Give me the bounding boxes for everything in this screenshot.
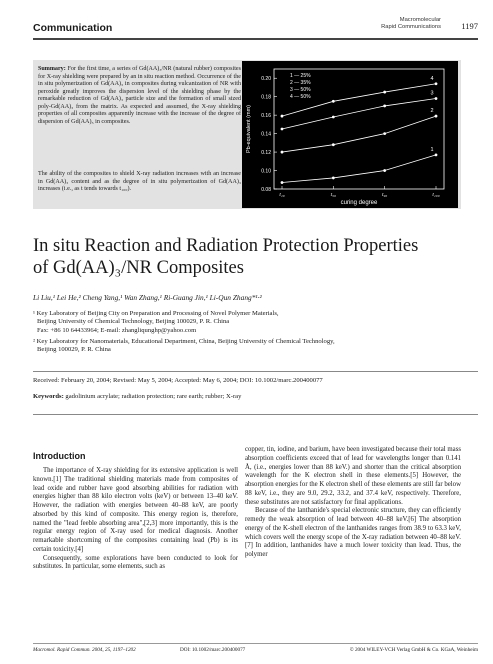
toc-chart (242, 61, 458, 208)
series-line-1 (282, 155, 436, 183)
y-tick-label: 0.14 (261, 131, 271, 138)
data-point-series-3 (281, 128, 284, 131)
data-point-series-1 (383, 169, 386, 172)
x-tick-label: t₁₀ (279, 192, 285, 198)
data-point-series-2 (332, 143, 335, 146)
journal-line-1: Macromolecular (399, 17, 441, 23)
data-point-series-4 (332, 100, 335, 103)
data-point-series-2 (383, 132, 386, 135)
divider (33, 371, 478, 372)
body-column-right (245, 446, 461, 560)
y-tick-label: 0.08 (261, 187, 271, 193)
series-label-4: 4 (430, 75, 434, 82)
y-tick-label: 0.12 (261, 150, 271, 157)
section-label: Communication (33, 22, 113, 34)
article-title: In situ Reaction and Radiation Protection Properties of Gd(AA)₃/NR Composites (33, 236, 419, 278)
keywords-list: gadolinium acrylate; radiation protection; rare earth; rubber; X-ray (63, 393, 242, 400)
series-line-2 (282, 116, 436, 152)
data-point-series-4 (281, 115, 284, 118)
header-rule (33, 38, 478, 40)
x-tick-label: t₁₀₀ (432, 192, 440, 198)
paragraph: The importance of X-ray shielding for its extensive application is well known.[1] The traditional shielding materials made from composites of lead oxide and rubber have good absorbing abilities for radiation with energies higher than 88 kilo electron volts (keV) or between 13–40 keV. However, the radiation with energies between 40–88 keV, are poorly absorbed by this kind of composite. This energy region is, therefore, named the "lead feeble absorbing area",[2,3] more importantly, this is the regular energy region of X-ray used for medical diagnosis. Another remarkable shortcoming of the composites containing lead (Pb) is its certain toxicity.[4] (33, 467, 238, 553)
summary-label: Summary: (38, 66, 66, 72)
data-point-series-4 (383, 91, 386, 94)
paragraph: Consequently, some explorations have been conducted to look for substitutes. In particular, some elements, such as (33, 554, 238, 571)
y-tick-label: 0.20 (261, 76, 271, 83)
series-label-1: 1 (430, 146, 434, 153)
paragraph: Because of the lanthanide's special electronic structure, they can efficiently remedy the weak absorption of lead between 40–88 keV.[6] The absorption energy of the K-shell electron of the lanthanides ranges from 38.9 to 63.3 keV, which covers well the energy scope of the X-ray radiation between 40–88 keV.[7] In addition, lanthanides have a much lower toxicity than lead. Thus, the polymer (245, 507, 461, 558)
received-dates: Received: February 20, 2004; Revised: May 5, 2004; Accepted: May 6, 2004; DOI: 10.1002/marc.200400077 (33, 377, 323, 384)
legend-entry: 4 — 50% (290, 94, 311, 100)
intro-heading: Introduction (33, 451, 86, 461)
keywords (33, 393, 241, 400)
footer-copyright: © 2004 WILEY-VCH Verlag GmbH & Co. KGaA, Weinheim (349, 647, 478, 653)
journal-line-2: Rapid Communications (381, 23, 441, 30)
abstract-summary (38, 66, 241, 126)
footer-rule (33, 643, 478, 644)
paragraph: copper, tin, iodine, and barium, have been investigated because their total mass absorption coefficients exceed that of lead for wavelengths longer than 0.141 Å, (i.e., energies lower than 88 keV.) and shorter than the critical absorption wavelength for the K electron shell in these elements.[5] However, the absorption energies for the K electron shell of these elements are still far below 88 keV, i.e., they are 9.0, 29.2, 33.2, and 37.4 keV, respectively. Therefore, these substitutes are not satisfactory for final applications. (245, 446, 461, 506)
data-point-series-1 (435, 153, 438, 156)
author-list: Li Liu,¹ Lei He,² Cheng Yang,¹ Wan Zhang,¹ Ri-Guang Jin,¹ Li-Qun Zhang*¹·² (33, 293, 262, 302)
footer-citation: Macromol. Rapid Commun. 2004, 25, 1197–1202 (33, 647, 136, 653)
legend-entry: 2 — 35% (290, 80, 311, 86)
footer-doi: DOI: 10.1002/marc.200400077 (180, 647, 246, 653)
affiliation-2-line-1: ² Key Laboratory for Nanomaterials, Educational Department, China, Beijing University of Chemical Technology, (33, 338, 335, 345)
summary-text: For the first time, a series of Gd(AA)₃/NR (natural rubber) composites for X-ray shielding were prepared by an in situ reaction method. Occurrence of the in situ polymerization of Gd(AA)₃ in composites during vulcanization of NR with peroxide greatly improves the dispersion level of the shielding phase by the remarkable reduction of Gd(AA)₃ particle size and the formation of small sized poly-Gd(AA)₃ from the matrix. As expected and assumed, the X-ray shielding properties of all composites apparently increase with the increase of the degree of dispersion of Gd(AA)₃ in composites. (38, 66, 241, 125)
legend-entry: 1 — 25% (290, 73, 311, 79)
affiliation-2 (33, 338, 335, 355)
series-label-3: 3 (430, 90, 434, 97)
data-point-series-2 (435, 115, 438, 118)
data-point-series-2 (281, 151, 284, 154)
x-axis-label: curing degree (340, 200, 378, 206)
affiliation-1 (33, 310, 279, 335)
abstract-summary-2: The ability of the composites to shield X-ray radiation increases with an increase in Gd(AA)₃ content and as the degree of in situ polymerization of Gd(AA)₃ increases (i.e., as t tends towards t₁₀₀). (38, 171, 241, 192)
data-point-series-3 (383, 105, 386, 108)
data-point-series-4 (435, 82, 438, 85)
legend-entry: 3 — 50% (290, 87, 311, 93)
body-column-left (33, 467, 238, 572)
x-tick-label: t₅₀ (330, 192, 337, 198)
affiliation-1-line-3: Fax: +86 10 64433964; E-mail: zhangliqunghp@yahoo.com (37, 326, 197, 334)
affiliation-2-line-2: Beijing 100029, P. R. China (37, 346, 111, 354)
y-tick-label: 0.10 (261, 168, 271, 175)
y-axis-label: Pb-equivalent (mm) (246, 105, 252, 153)
affiliation-1-line-2: Beijing University of Chemical Technology, Beijing 100029, P. R. China (37, 318, 230, 326)
data-point-series-3 (435, 97, 438, 100)
y-tick-label: 0.16 (261, 113, 271, 120)
data-point-series-1 (281, 181, 284, 184)
data-point-series-3 (332, 116, 335, 119)
page-number: 1197 (461, 21, 478, 31)
data-point-series-1 (332, 177, 335, 180)
affiliation-1-line-1: ¹ Key Laboratory of Beijing City on Preparation and Processing of Novel Polymer Materials, (33, 310, 279, 317)
journal-name (381, 17, 441, 30)
keywords-label: Keywords: (33, 393, 64, 400)
series-label-2: 2 (430, 108, 434, 115)
chart-svg (242, 61, 458, 208)
divider (33, 414, 478, 415)
series-line-3 (282, 99, 436, 129)
y-tick-label: 0.18 (261, 94, 271, 101)
x-tick-label: t₉₀ (381, 192, 388, 198)
